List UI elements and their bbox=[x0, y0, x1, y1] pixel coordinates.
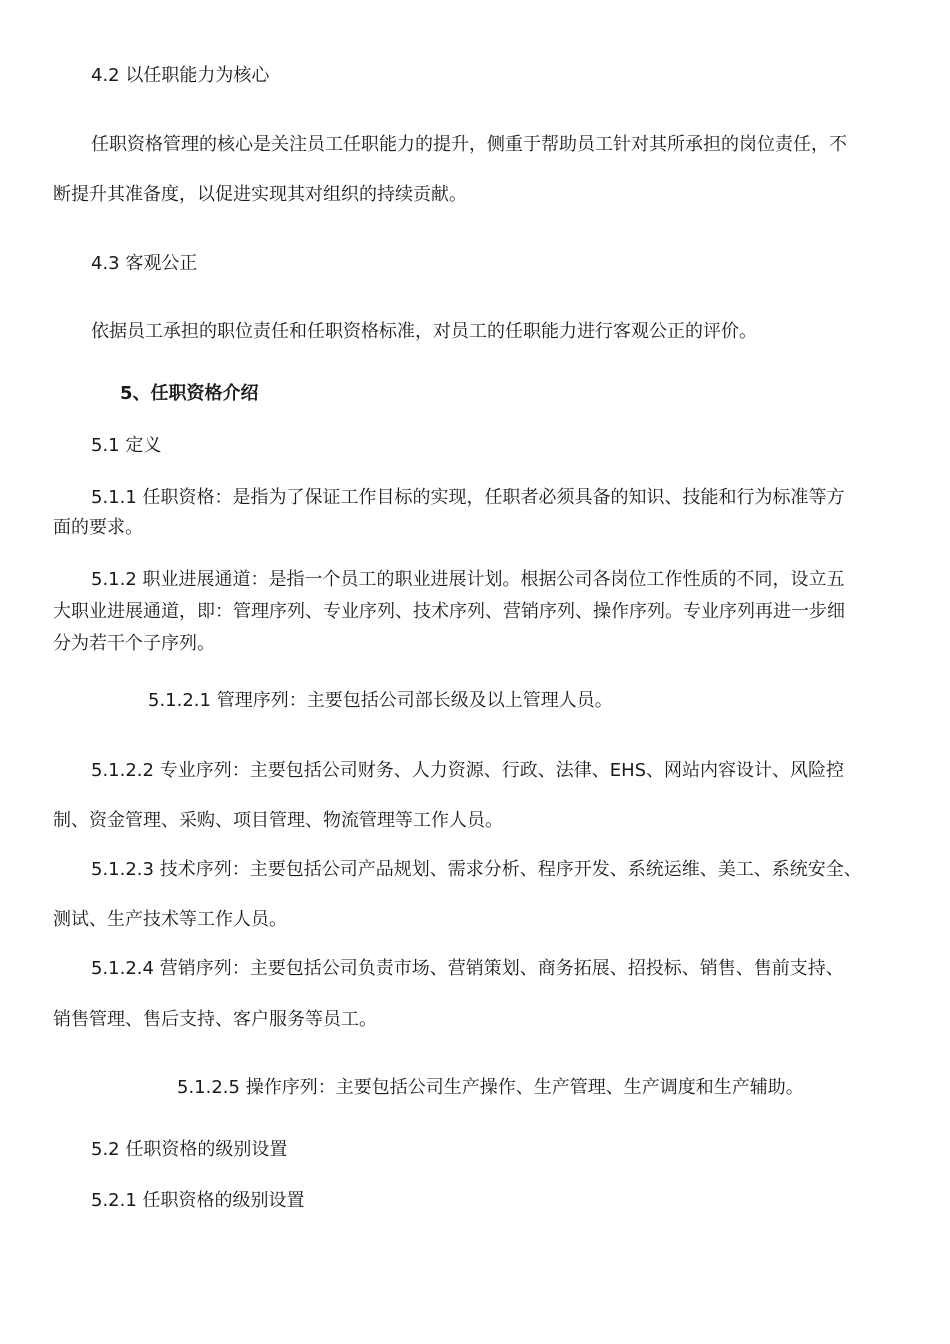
paragraph-line: 5.1.2.2 专业序列：主要包括公司财务、人力资源、行政、法律、EHS、网站内容设计、风险控 bbox=[91, 760, 845, 781]
section-heading-4-3: 4.3 客观公正 bbox=[91, 253, 198, 274]
paragraph-line: 断提升其准备度，以促进实现其对组织的持续贡献。 bbox=[53, 184, 467, 205]
section-heading-5-2: 5.2 任职资格的级别设置 bbox=[91, 1139, 288, 1160]
paragraph-line: 大职业进展通道，即：管理序列、专业序列、技术序列、营销序列、操作序列。专业序列再进一步细 bbox=[53, 601, 845, 622]
section-heading-5-1: 5.1 定义 bbox=[91, 435, 162, 456]
paragraph-line: 销售管理、售后支持、客户服务等员工。 bbox=[53, 1009, 377, 1030]
list-item-5-1-2-1: 5.1.2.1 管理序列：主要包括公司部长级及以上管理人员。 bbox=[148, 690, 613, 711]
paragraph-line: 分为若干个子序列。 bbox=[53, 633, 215, 654]
section-heading-5-2-1: 5.2.1 任职资格的级别设置 bbox=[91, 1190, 305, 1211]
paragraph-line: 5.1.2.3 技术序列：主要包括公司产品规划、需求分析、程序开发、系统运维、美工、系统安全、 bbox=[91, 859, 862, 880]
paragraph-line: 测试、生产技术等工作人员。 bbox=[53, 909, 287, 930]
paragraph-line: 任职资格管理的核心是关注员工任职能力的提升，侧重于帮助员工针对其所承担的岗位责任，不 bbox=[91, 134, 847, 155]
paragraph-line: 制、资金管理、采购、项目管理、物流管理等工作人员。 bbox=[53, 810, 503, 831]
list-item-5-1-2-5: 5.1.2.5 操作序列：主要包括公司生产操作、生产管理、生产调度和生产辅助。 bbox=[177, 1077, 804, 1098]
paragraph-line: 5.1.2 职业进展通道：是指一个员工的职业进展计划。根据公司各岗位工作性质的不同，设立五 bbox=[91, 569, 845, 590]
section-heading-5: 5、任职资格介绍 bbox=[120, 383, 259, 404]
paragraph-line: 5.1.2.4 营销序列：主要包括公司负责市场、营销策划、商务拓展、招投标、销售、售前支持、 bbox=[91, 958, 844, 979]
section-heading-4-2: 4.2 以任职能力为核心 bbox=[91, 65, 270, 86]
paragraph-line: 依据员工承担的职位责任和任职资格标准，对员工的任职能力进行客观公正的评价。 bbox=[91, 321, 757, 342]
paragraph-line: 面的要求。 bbox=[53, 517, 143, 538]
paragraph-line: 5.1.1 任职资格：是指为了保证工作目标的实现，任职者必须具备的知识、技能和行为标准等方 bbox=[91, 487, 845, 508]
